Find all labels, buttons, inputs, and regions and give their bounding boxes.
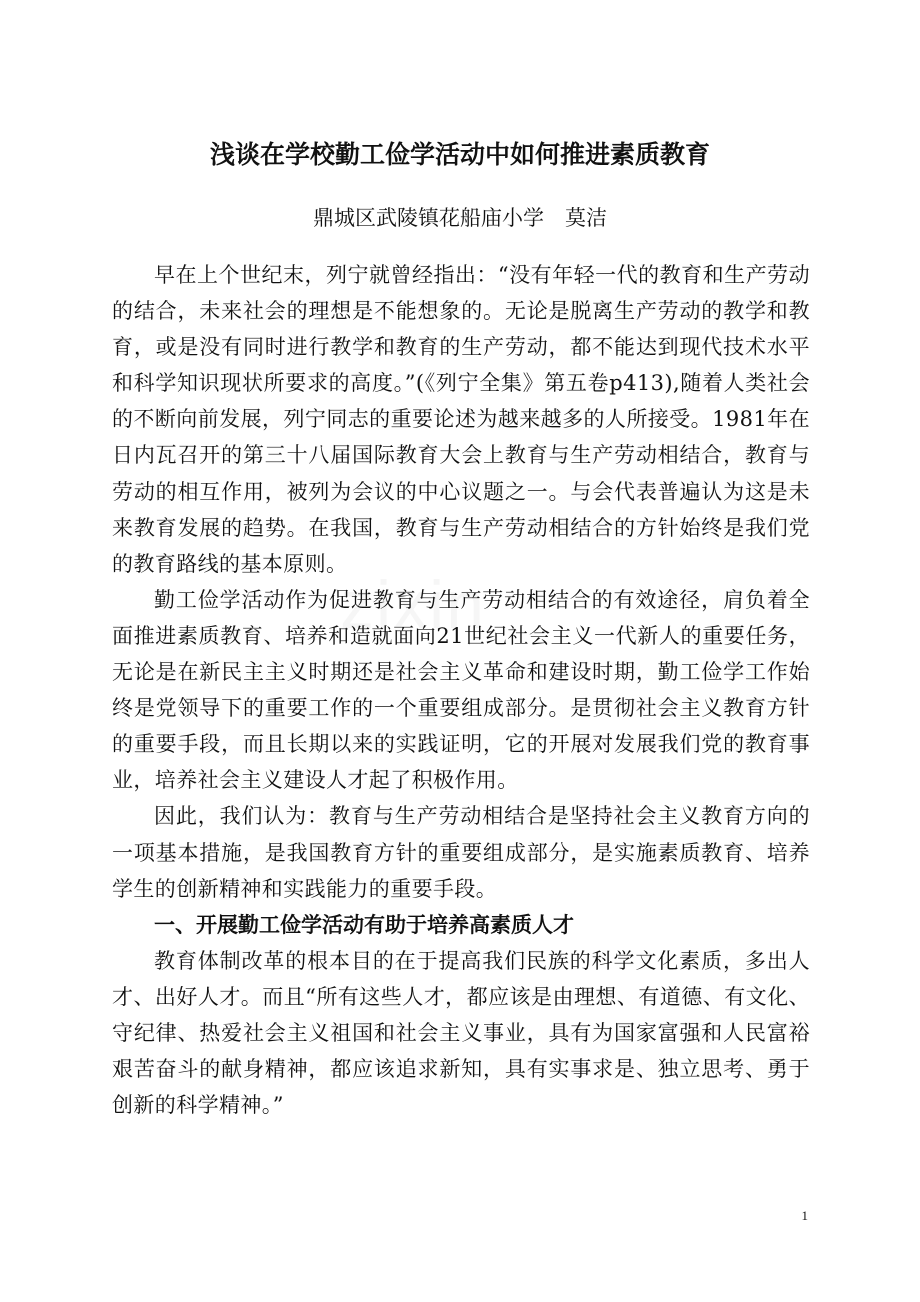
author-line: 鼎城区武陵镇花船庙小学 莫洁 bbox=[313, 206, 607, 230]
document-title: 浅谈在学校勤工俭学活动中如何推进素质教育 bbox=[209, 140, 710, 169]
page-number: 1 bbox=[801, 1208, 808, 1223]
body-paragraph: 早在上个世纪末，列宁就曾经指出：“没有年轻一代的教育和生产劳动的结合，未来社会的理想是不能想象的。无论是脱离生产劳动的教学和教育，或是没有同时进行教学和教育的生产劳动，都不能达到现代技术水平和科学知识现状所要求的高度。”(《列宁全集》第五卷p413),随着人类社会的不断向前发展，列宁同志的重要论述为越来越多的人所接受。1981年在日内瓦召开的第三十八届国际教育大会上教育与生产劳动相结合，教育与劳动的相互作用，被列为会议的中心议题之一。与会代表普遍认为这是未来教育发展的趋势。在我国，教育与生产劳动相结合的方针始终是我们党的教育路线的基本原则。 bbox=[112, 263, 810, 576]
body-paragraph: 勤工俭学活动作为促进教育与生产劳动相结合的有效途径，肩负着全面推进素质教育、培养和造就面向21世纪社会主义一代新人的重要任务，无论是在新民主主义时期还是社会主义革命和建设时期，勤工俭学工作始终是党领导下的重要工作的一个重要组成部分。是贯彻社会主义教育方针的重要手段，而且长期以来的实践证明，它的开展对发展我们党的教育事业，培养社会主义建设人才起了积极作用。 bbox=[112, 587, 810, 793]
body-paragraph: 因此，我们认为：教育与生产劳动相结合是坚持社会主义教育方向的一项基本措施，是我国教育方针的重要组成部分，是实施素质教育、培养学生的创新精神和实践能力的重要手段。 bbox=[112, 804, 810, 901]
section-paragraph: 教育体制改革的根本目的在于提高我们民族的科学文化素质，多出人才、出好人才。而且“所有这些人才，都应该是由理想、有道德、有文化、守纪律、热爱社会主义祖国和社会主义事业，具有为国家富强和人民富裕艰苦奋斗的献身精神，都应该追求新知，具有实事求是、独立思考、勇于创新的科学精神。” bbox=[112, 948, 810, 1118]
document-body bbox=[112, 257, 810, 1123]
section-heading: 一、开展勤工俭学活动有助于培养高素质人才 bbox=[154, 912, 574, 937]
